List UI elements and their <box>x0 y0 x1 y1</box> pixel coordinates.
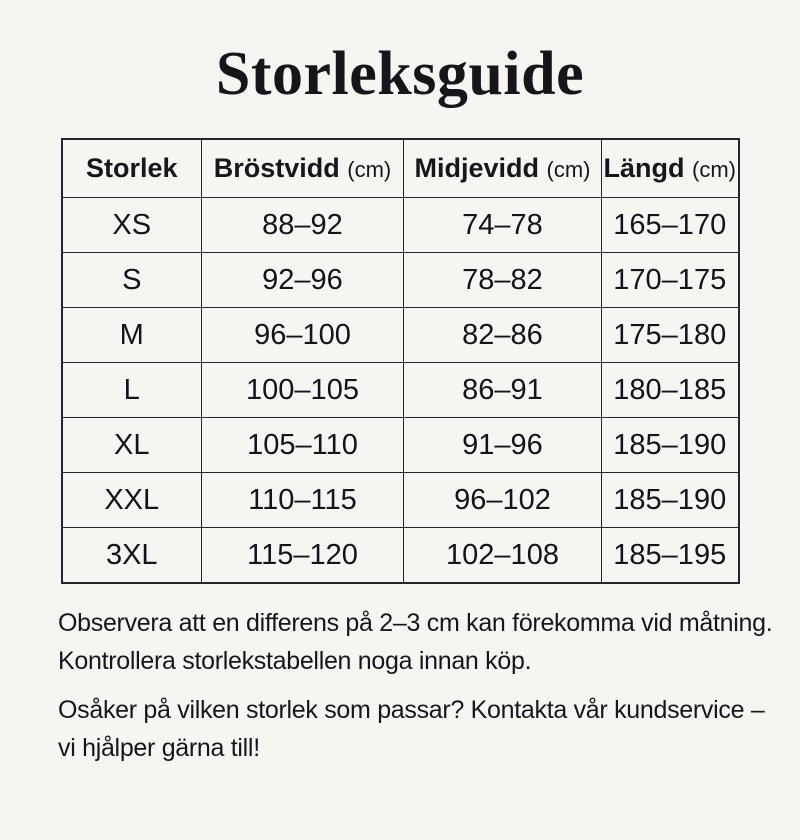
size-cell: XXL <box>62 473 202 528</box>
size-guide-table <box>61 138 740 584</box>
column-unit: (cm) <box>546 157 591 183</box>
column-header-chest <box>202 139 404 198</box>
table-row <box>62 253 739 308</box>
size-cell: S <box>62 253 202 308</box>
table-row <box>62 418 739 473</box>
length-cell: 180–185 <box>602 363 739 418</box>
contact-note <box>58 691 765 767</box>
chest-cell: 110–115 <box>202 473 404 528</box>
column-header-waist <box>404 139 602 198</box>
chest-cell: 92–96 <box>202 253 404 308</box>
chest-cell: 105–110 <box>202 418 404 473</box>
table-row <box>62 528 739 584</box>
column-label: Längd <box>603 153 685 184</box>
measurement-note <box>58 604 773 680</box>
column-label: Midjevidd <box>414 153 539 184</box>
length-cell: 165–170 <box>602 198 739 253</box>
length-cell: 185–190 <box>602 473 739 528</box>
page-title: Storleksguide <box>215 40 585 108</box>
column-unit: (cm) <box>692 157 736 183</box>
note-line: Kontrollera storlekstabellen noga innan köp. <box>58 647 532 676</box>
length-cell: 185–190 <box>602 418 739 473</box>
column-header-length <box>602 139 739 198</box>
length-cell: 170–175 <box>602 253 739 308</box>
table-body <box>62 198 739 584</box>
size-cell: M <box>62 308 202 363</box>
column-unit: (cm) <box>347 157 392 183</box>
column-header-size <box>62 139 202 198</box>
waist-cell: 91–96 <box>404 418 602 473</box>
chest-cell: 96–100 <box>202 308 404 363</box>
note-line: vi hjålper gärna till! <box>58 734 260 763</box>
waist-cell: 74–78 <box>404 198 602 253</box>
waist-cell: 96–102 <box>404 473 602 528</box>
table-row <box>62 308 739 363</box>
table-header <box>62 139 739 198</box>
note-line: Observera att en differens på 2–3 cm kan förekomma vid måtning. <box>58 609 773 638</box>
waist-cell: 78–82 <box>404 253 602 308</box>
size-cell: XL <box>62 418 202 473</box>
waist-cell: 86–91 <box>404 363 602 418</box>
waist-cell: 102–108 <box>404 528 602 584</box>
notes-section <box>58 604 773 767</box>
size-cell: 3XL <box>62 528 202 584</box>
note-line: Osåker på vilken storlek som passar? Kontakta vår kundservice – <box>58 696 765 725</box>
header-row <box>62 139 739 198</box>
table-row <box>62 198 739 253</box>
table-row <box>62 363 739 418</box>
column-label: Storlek <box>85 153 178 184</box>
size-cell: XS <box>62 198 202 253</box>
column-label: Bröstvidd <box>213 153 340 184</box>
chest-cell: 100–105 <box>202 363 404 418</box>
length-cell: 175–180 <box>602 308 739 363</box>
chest-cell: 115–120 <box>202 528 404 584</box>
chest-cell: 88–92 <box>202 198 404 253</box>
table-row <box>62 473 739 528</box>
size-cell: L <box>62 363 202 418</box>
waist-cell: 82–86 <box>404 308 602 363</box>
length-cell: 185–195 <box>602 528 739 584</box>
